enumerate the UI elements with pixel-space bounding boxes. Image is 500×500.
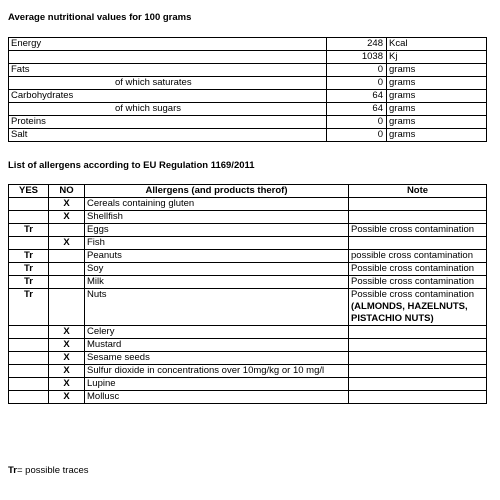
allergen-row — [9, 391, 487, 404]
allergen-no-cell: X — [49, 352, 85, 365]
allergen-name: Peanuts — [85, 250, 349, 263]
nutrient-unit: grams — [387, 64, 487, 77]
allergen-name: Fish — [85, 237, 349, 250]
nutrient-unit: Kcal — [387, 38, 487, 51]
allergen-note — [349, 250, 487, 263]
allergen-no-cell — [49, 289, 85, 326]
nutrient-value: 64 — [327, 90, 387, 103]
allergen-no-cell — [49, 224, 85, 237]
allergen-no-cell — [49, 250, 85, 263]
allergen-note — [349, 211, 487, 224]
allergen-no-cell — [49, 263, 85, 276]
allergen-name: Mollusc — [85, 391, 349, 404]
allergen-yes-cell — [9, 326, 49, 339]
allergen-no-cell: X — [49, 326, 85, 339]
allergen-yes-cell: Tr — [9, 276, 49, 289]
nutrient-unit: grams — [387, 77, 487, 90]
nutrient-value: 0 — [327, 77, 387, 90]
allergen-name: Nuts — [85, 289, 349, 326]
allergen-yes-cell — [9, 237, 49, 250]
allergen-note — [349, 365, 487, 378]
allergen-no-cell: X — [49, 339, 85, 352]
allergen-name: Lupine — [85, 378, 349, 391]
allergen-note — [349, 198, 487, 211]
allergen-yes-cell: Tr — [9, 289, 49, 326]
nutrient-unit: Kj — [387, 51, 487, 64]
allergens-table — [8, 184, 487, 404]
allergen-note — [349, 378, 487, 391]
allergen-note — [349, 263, 487, 276]
nutrition-row — [9, 116, 487, 129]
footnote-abbr: Tr — [8, 465, 17, 476]
nutrient-label: of which sugars — [9, 103, 327, 116]
allergen-yes-cell: Tr — [9, 250, 49, 263]
allergen-note-text: Possible cross contamination — [351, 276, 475, 287]
allergen-name: Shellfish — [85, 211, 349, 224]
nutrition-heading: Average nutritional values for 100 grams — [8, 12, 192, 23]
allergen-note-text: Possible cross contamination — [351, 263, 475, 274]
allergen-name: Sulfur dioxide in concentrations over 10mg/kg or 10 mg/l — [85, 365, 349, 378]
allergen-name: Sesame seeds — [85, 352, 349, 365]
allergen-no-cell: X — [49, 211, 85, 224]
allergen-note-text: Possible cross contamination — [351, 224, 475, 235]
allergen-note — [349, 339, 487, 352]
col-note-header: Note — [349, 185, 487, 198]
allergen-name: Cereals containing gluten — [85, 198, 349, 211]
allergen-yes-cell — [9, 378, 49, 391]
nutrition-row — [9, 77, 487, 90]
allergen-yes-cell: Tr — [9, 224, 49, 237]
nutrient-unit: grams — [387, 90, 487, 103]
allergen-row — [9, 326, 487, 339]
nutrient-value: 64 — [327, 103, 387, 116]
allergen-name: Mustard — [85, 339, 349, 352]
nutrient-unit: grams — [387, 129, 487, 142]
allergens-header-row — [9, 185, 487, 198]
col-no-header: NO — [49, 185, 85, 198]
nutrition-row — [9, 129, 487, 142]
allergen-note — [349, 352, 487, 365]
allergen-no-cell: X — [49, 237, 85, 250]
allergen-note-text: possible cross contamination — [351, 250, 473, 261]
allergen-name: Celery — [85, 326, 349, 339]
nutrient-value: 248 — [327, 38, 387, 51]
nutrition-row — [9, 51, 487, 64]
col-yes-header: YES — [9, 185, 49, 198]
nutrient-value: 0 — [327, 116, 387, 129]
allergen-no-cell: X — [49, 391, 85, 404]
col-allergen-header: Allergens (and products therof) — [85, 185, 349, 198]
allergen-row — [9, 276, 487, 289]
allergen-no-cell — [49, 276, 85, 289]
nutrient-label: Energy — [9, 38, 327, 51]
allergen-note-text: Possible cross contamination — [351, 289, 475, 300]
nutrient-unit: grams — [387, 116, 487, 129]
nutrition-row — [9, 103, 487, 116]
allergens-heading: List of allergens according to EU Regulation 1169/2011 — [8, 160, 255, 171]
allergen-note — [349, 224, 487, 237]
nutrient-label: Proteins — [9, 116, 327, 129]
allergen-yes-cell — [9, 211, 49, 224]
allergen-note — [349, 391, 487, 404]
allergen-row — [9, 198, 487, 211]
allergen-name: Eggs — [85, 224, 349, 237]
allergen-row — [9, 365, 487, 378]
nutrient-value: 0 — [327, 129, 387, 142]
nutrient-label: Salt — [9, 129, 327, 142]
allergen-name: Milk — [85, 276, 349, 289]
nutrient-label: Carbohydrates — [9, 90, 327, 103]
allergen-yes-cell — [9, 391, 49, 404]
allergen-note — [349, 289, 487, 326]
nutrition-row — [9, 38, 487, 51]
nutrient-label: Fats — [9, 64, 327, 77]
allergen-no-cell: X — [49, 365, 85, 378]
allergen-row — [9, 339, 487, 352]
allergen-row — [9, 224, 487, 237]
allergen-note-bold: (ALMONDS, HAZELNUTS, PISTACHIO NUTS) — [351, 301, 468, 324]
allergen-row — [9, 378, 487, 391]
allergen-no-cell: X — [49, 198, 85, 211]
allergen-row — [9, 237, 487, 250]
allergen-note — [349, 326, 487, 339]
allergen-note — [349, 276, 487, 289]
allergen-row — [9, 263, 487, 276]
nutrition-row — [9, 64, 487, 77]
allergen-yes-cell — [9, 365, 49, 378]
allergen-row — [9, 250, 487, 263]
allergen-row — [9, 352, 487, 365]
footnote — [8, 465, 89, 476]
allergen-note — [349, 237, 487, 250]
footnote-text: = possible traces — [16, 465, 89, 476]
allergen-name: Soy — [85, 263, 349, 276]
nutrient-value: 1038 — [327, 51, 387, 64]
allergen-row — [9, 289, 487, 326]
nutrient-unit: grams — [387, 103, 487, 116]
nutrient-value: 0 — [327, 64, 387, 77]
allergen-yes-cell — [9, 352, 49, 365]
allergen-yes-cell: Tr — [9, 263, 49, 276]
nutrient-label — [9, 51, 327, 64]
allergen-no-cell: X — [49, 378, 85, 391]
allergen-yes-cell — [9, 198, 49, 211]
nutrient-label: of which saturates — [9, 77, 327, 90]
allergen-row — [9, 211, 487, 224]
allergen-yes-cell — [9, 339, 49, 352]
nutrition-table — [8, 37, 487, 142]
nutrition-row — [9, 90, 487, 103]
